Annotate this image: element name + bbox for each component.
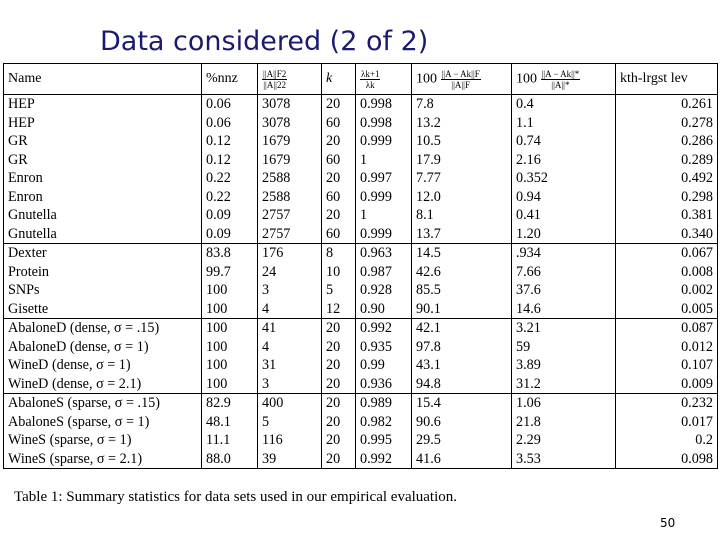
table-row bbox=[4, 319, 718, 338]
cell-leverage: 0.008 bbox=[616, 263, 718, 282]
cell-name: AbaloneS (sparse, σ = 1) bbox=[8, 413, 150, 430]
cell-frobenius-error: 14.5 bbox=[412, 244, 512, 263]
table-row bbox=[4, 338, 718, 357]
lambda-ratio-fraction bbox=[360, 69, 380, 90]
table-row bbox=[4, 151, 718, 170]
table-row bbox=[4, 244, 718, 263]
cell-nuclear-error: 3.53 bbox=[512, 450, 616, 469]
cell-k: 20 bbox=[322, 356, 356, 375]
cell-lambda-ratio: 0.928 bbox=[356, 281, 412, 300]
cell-k: 20 bbox=[322, 431, 356, 450]
cell-lambda-ratio: 0.997 bbox=[356, 169, 412, 188]
cell-leverage: 0.261 bbox=[616, 95, 718, 114]
cell-k: 20 bbox=[322, 413, 356, 432]
cell-k: 20 bbox=[322, 132, 356, 151]
table-row bbox=[4, 356, 718, 375]
cell-nuclear-error: 1.20 bbox=[512, 225, 616, 244]
cell-name: Gnutella bbox=[8, 225, 57, 242]
cell-nuclear-error: 2.29 bbox=[512, 431, 616, 450]
cell-norm-ratio: 3 bbox=[258, 281, 322, 300]
cell-frobenius-error: 8.1 bbox=[412, 206, 512, 225]
cell-lambda-ratio: 0.935 bbox=[356, 338, 412, 357]
cell-nnz: 0.09 bbox=[202, 225, 258, 244]
cell-norm-ratio: 176 bbox=[258, 244, 322, 263]
table-body bbox=[4, 95, 718, 469]
table-row bbox=[4, 450, 718, 469]
cell-nnz: 0.12 bbox=[202, 132, 258, 151]
table-row bbox=[4, 95, 718, 114]
header-nnz: %nnz bbox=[202, 64, 258, 95]
cell-lambda-ratio: 0.998 bbox=[356, 114, 412, 133]
cell-lambda-ratio: 0.90 bbox=[356, 300, 412, 319]
cell-k: 20 bbox=[322, 95, 356, 114]
cell-norm-ratio: 1679 bbox=[258, 132, 322, 151]
cell-frobenius-error: 41.6 bbox=[412, 450, 512, 469]
cell-norm-ratio: 31 bbox=[258, 356, 322, 375]
cell-leverage: 0.002 bbox=[616, 281, 718, 300]
header-lambda-ratio bbox=[356, 64, 412, 95]
cell-k: 60 bbox=[322, 188, 356, 207]
header-leverage: kth-lrgst lev bbox=[616, 64, 718, 95]
cell-name: Protein bbox=[8, 263, 49, 280]
cell-frobenius-error: 94.8 bbox=[412, 375, 512, 394]
cell-norm-ratio: 39 bbox=[258, 450, 322, 469]
table-caption: Table 1: Summary statistics for data sets used in our empirical evaluation. bbox=[14, 489, 458, 505]
cell-lambda-ratio: 1 bbox=[356, 151, 412, 170]
cell-leverage: 0.492 bbox=[616, 169, 718, 188]
cell-lambda-ratio: 0.936 bbox=[356, 375, 412, 394]
cell-nnz: 0.06 bbox=[202, 114, 258, 133]
nuclear-fraction bbox=[541, 69, 581, 90]
cell-nnz: 100 bbox=[202, 338, 258, 357]
norm-ratio-denominator: ||A||22 bbox=[263, 79, 286, 90]
cell-norm-ratio: 2588 bbox=[258, 169, 322, 188]
header-nuclear-error bbox=[512, 64, 616, 95]
cell-frobenius-error: 90.1 bbox=[412, 300, 512, 319]
table-row bbox=[4, 413, 718, 432]
frobenius-fraction bbox=[441, 69, 481, 90]
cell-name: Enron bbox=[8, 188, 43, 205]
cell-norm-ratio: 3078 bbox=[258, 95, 322, 114]
cell-nnz: 0.06 bbox=[202, 95, 258, 114]
cell-leverage: 0.286 bbox=[616, 132, 718, 151]
cell-name: Dexter bbox=[4, 244, 202, 263]
cell-nuclear-error: 7.66 bbox=[512, 263, 616, 282]
cell-name: Gisette bbox=[8, 300, 49, 317]
cell-nnz: 0.12 bbox=[202, 151, 258, 170]
cell-nuclear-error: 1.06 bbox=[512, 394, 616, 413]
cell-norm-ratio: 4 bbox=[258, 338, 322, 357]
cell-nuclear-error: 3.21 bbox=[512, 319, 616, 338]
table-row bbox=[4, 206, 718, 225]
cell-name: HEP bbox=[8, 114, 35, 131]
cell-nnz: 100 bbox=[202, 356, 258, 375]
cell-nuclear-error: 21.8 bbox=[512, 413, 616, 432]
cell-leverage: 0.009 bbox=[616, 375, 718, 394]
cell-leverage: 0.087 bbox=[616, 319, 718, 338]
cell-k: 20 bbox=[322, 394, 356, 413]
cell-frobenius-error: 7.8 bbox=[412, 95, 512, 114]
cell-frobenius-error: 43.1 bbox=[412, 356, 512, 375]
cell-frobenius-error: 7.77 bbox=[412, 169, 512, 188]
cell-nuclear-error: 2.16 bbox=[512, 151, 616, 170]
cell-norm-ratio: 400 bbox=[258, 394, 322, 413]
cell-k: 12 bbox=[322, 300, 356, 319]
table-row bbox=[4, 188, 718, 207]
nuclear-prefix: 100 bbox=[516, 71, 537, 87]
cell-k: 60 bbox=[322, 151, 356, 170]
cell-nnz: 100 bbox=[202, 300, 258, 319]
cell-lambda-ratio: 0.982 bbox=[356, 413, 412, 432]
cell-nuclear-error: 37.6 bbox=[512, 281, 616, 300]
cell-nnz: 82.9 bbox=[202, 394, 258, 413]
cell-leverage: 0.107 bbox=[616, 356, 718, 375]
cell-name: WineD (dense, σ = 1) bbox=[8, 357, 131, 374]
cell-lambda-ratio: 0.999 bbox=[356, 225, 412, 244]
cell-name: GR bbox=[8, 133, 28, 150]
slide-title: Data considered (2 of 2) bbox=[100, 26, 429, 57]
cell-name: GR bbox=[8, 151, 28, 168]
table-row bbox=[4, 169, 718, 188]
cell-k: 5 bbox=[322, 281, 356, 300]
cell-leverage: 0.005 bbox=[616, 300, 718, 319]
cell-leverage: 0.278 bbox=[616, 114, 718, 133]
cell-nnz: 100 bbox=[202, 375, 258, 394]
cell-leverage: 0.2 bbox=[616, 431, 718, 450]
cell-norm-ratio: 24 bbox=[258, 263, 322, 282]
cell-norm-ratio: 4 bbox=[258, 300, 322, 319]
cell-name: AbaloneD (dense, σ = 1) bbox=[8, 338, 149, 355]
cell-leverage: 0.232 bbox=[616, 394, 718, 413]
cell-norm-ratio: 2588 bbox=[258, 188, 322, 207]
cell-name: WineD (dense, σ = 2.1) bbox=[8, 375, 142, 392]
cell-k: 20 bbox=[322, 375, 356, 394]
cell-norm-ratio: 41 bbox=[258, 319, 322, 338]
cell-leverage: 0.098 bbox=[616, 450, 718, 469]
cell-k: 60 bbox=[322, 114, 356, 133]
cell-nnz: 88.0 bbox=[202, 450, 258, 469]
cell-frobenius-error: 97.8 bbox=[412, 338, 512, 357]
table-header-row bbox=[4, 64, 718, 95]
cell-k: 20 bbox=[322, 450, 356, 469]
frobenius-numerator: ||A − Ak||F bbox=[441, 68, 480, 79]
summary-statistics-table bbox=[3, 63, 718, 469]
cell-leverage: 0.012 bbox=[616, 338, 718, 357]
cell-lambda-ratio: 0.992 bbox=[356, 450, 412, 469]
table-row bbox=[4, 300, 718, 319]
header-name: Name bbox=[4, 64, 202, 95]
cell-name: Gnutella bbox=[8, 207, 57, 224]
cell-nnz: 0.22 bbox=[202, 169, 258, 188]
cell-nnz: 0.22 bbox=[202, 188, 258, 207]
cell-leverage: 0.289 bbox=[616, 151, 718, 170]
cell-lambda-ratio: 0.999 bbox=[356, 188, 412, 207]
cell-nuclear-error: 3.89 bbox=[512, 356, 616, 375]
cell-nnz: 48.1 bbox=[202, 413, 258, 432]
cell-leverage: 0.340 bbox=[616, 225, 718, 244]
cell-k: 20 bbox=[322, 319, 356, 338]
cell-nnz: 11.1 bbox=[202, 431, 258, 450]
cell-frobenius-error: 42.1 bbox=[412, 319, 512, 338]
cell-lambda-ratio: 0.99 bbox=[356, 356, 412, 375]
cell-nuclear-error: .934 bbox=[512, 244, 616, 263]
norm-ratio-numerator: ||A||F2 bbox=[263, 68, 287, 79]
table-row bbox=[4, 431, 718, 450]
cell-norm-ratio: 2757 bbox=[258, 225, 322, 244]
nuclear-denominator: ||A||* bbox=[551, 79, 570, 90]
cell-k: 20 bbox=[322, 206, 356, 225]
cell-name: AbaloneD (dense, σ = .15) bbox=[4, 319, 202, 338]
cell-k: 20 bbox=[322, 338, 356, 357]
cell-nuclear-error: 59 bbox=[512, 338, 616, 357]
cell-k: 10 bbox=[322, 263, 356, 282]
nuclear-numerator: ||A − Ak||* bbox=[541, 68, 580, 79]
header-frobenius-error bbox=[412, 64, 512, 95]
table-row bbox=[4, 375, 718, 394]
cell-frobenius-error: 15.4 bbox=[412, 394, 512, 413]
cell-nnz: 100 bbox=[202, 281, 258, 300]
cell-nnz: 100 bbox=[202, 319, 258, 338]
cell-nnz: 83.8 bbox=[202, 244, 258, 263]
page-number: 50 bbox=[660, 516, 676, 530]
table-row bbox=[4, 114, 718, 133]
cell-nuclear-error: 14.6 bbox=[512, 300, 616, 319]
cell-frobenius-error: 13.2 bbox=[412, 114, 512, 133]
cell-frobenius-error: 85.5 bbox=[412, 281, 512, 300]
table-row bbox=[4, 132, 718, 151]
cell-nuclear-error: 0.74 bbox=[512, 132, 616, 151]
cell-nnz: 0.09 bbox=[202, 206, 258, 225]
lambda-ratio-denominator: λk bbox=[365, 79, 375, 90]
cell-leverage: 0.017 bbox=[616, 413, 718, 432]
cell-nnz: 99.7 bbox=[202, 263, 258, 282]
cell-lambda-ratio: 0.998 bbox=[356, 95, 412, 114]
cell-nuclear-error: 0.41 bbox=[512, 206, 616, 225]
cell-name: AbaloneS (sparse, σ = .15) bbox=[4, 394, 202, 413]
cell-name: SNPs bbox=[8, 282, 40, 299]
cell-lambda-ratio: 0.992 bbox=[356, 319, 412, 338]
cell-lambda-ratio: 0.963 bbox=[356, 244, 412, 263]
lambda-ratio-numerator: λk+1 bbox=[361, 68, 380, 79]
cell-norm-ratio: 3 bbox=[258, 375, 322, 394]
cell-norm-ratio: 1679 bbox=[258, 151, 322, 170]
cell-k: 60 bbox=[322, 225, 356, 244]
cell-frobenius-error: 13.7 bbox=[412, 225, 512, 244]
table-row bbox=[4, 263, 718, 282]
table-row bbox=[4, 225, 718, 244]
table-row bbox=[4, 281, 718, 300]
header-k bbox=[322, 64, 356, 95]
cell-lambda-ratio: 0.999 bbox=[356, 132, 412, 151]
cell-norm-ratio: 5 bbox=[258, 413, 322, 432]
cell-frobenius-error: 90.6 bbox=[412, 413, 512, 432]
cell-name: WineS (sparse, σ = 1) bbox=[8, 432, 132, 449]
cell-frobenius-error: 10.5 bbox=[412, 132, 512, 151]
cell-frobenius-error: 17.9 bbox=[412, 151, 512, 170]
cell-k: 8 bbox=[322, 244, 356, 263]
cell-leverage: 0.067 bbox=[616, 244, 718, 263]
cell-lambda-ratio: 0.995 bbox=[356, 431, 412, 450]
cell-lambda-ratio: 0.989 bbox=[356, 394, 412, 413]
cell-nuclear-error: 31.2 bbox=[512, 375, 616, 394]
cell-name: WineS (sparse, σ = 2.1) bbox=[8, 450, 143, 467]
cell-lambda-ratio: 1 bbox=[356, 206, 412, 225]
cell-frobenius-error: 29.5 bbox=[412, 431, 512, 450]
cell-nuclear-error: 0.94 bbox=[512, 188, 616, 207]
cell-lambda-ratio: 0.987 bbox=[356, 263, 412, 282]
cell-name: Enron bbox=[8, 170, 43, 187]
cell-norm-ratio: 116 bbox=[258, 431, 322, 450]
table-row bbox=[4, 394, 718, 413]
cell-name: HEP bbox=[4, 95, 202, 114]
cell-frobenius-error: 42.6 bbox=[412, 263, 512, 282]
summary-table-container bbox=[3, 63, 717, 469]
cell-norm-ratio: 3078 bbox=[258, 114, 322, 133]
header-norm-ratio bbox=[258, 64, 322, 95]
cell-k: 20 bbox=[322, 169, 356, 188]
cell-leverage: 0.298 bbox=[616, 188, 718, 207]
cell-nuclear-error: 0.4 bbox=[512, 95, 616, 114]
header-k-label: k bbox=[326, 71, 333, 86]
cell-frobenius-error: 12.0 bbox=[412, 188, 512, 207]
cell-nuclear-error: 0.352 bbox=[512, 169, 616, 188]
cell-norm-ratio: 2757 bbox=[258, 206, 322, 225]
cell-leverage: 0.381 bbox=[616, 206, 718, 225]
norm-ratio-fraction bbox=[262, 69, 287, 90]
cell-nuclear-error: 1.1 bbox=[512, 114, 616, 133]
frobenius-denominator: ||A||F bbox=[451, 79, 470, 90]
frobenius-prefix: 100 bbox=[416, 71, 437, 87]
